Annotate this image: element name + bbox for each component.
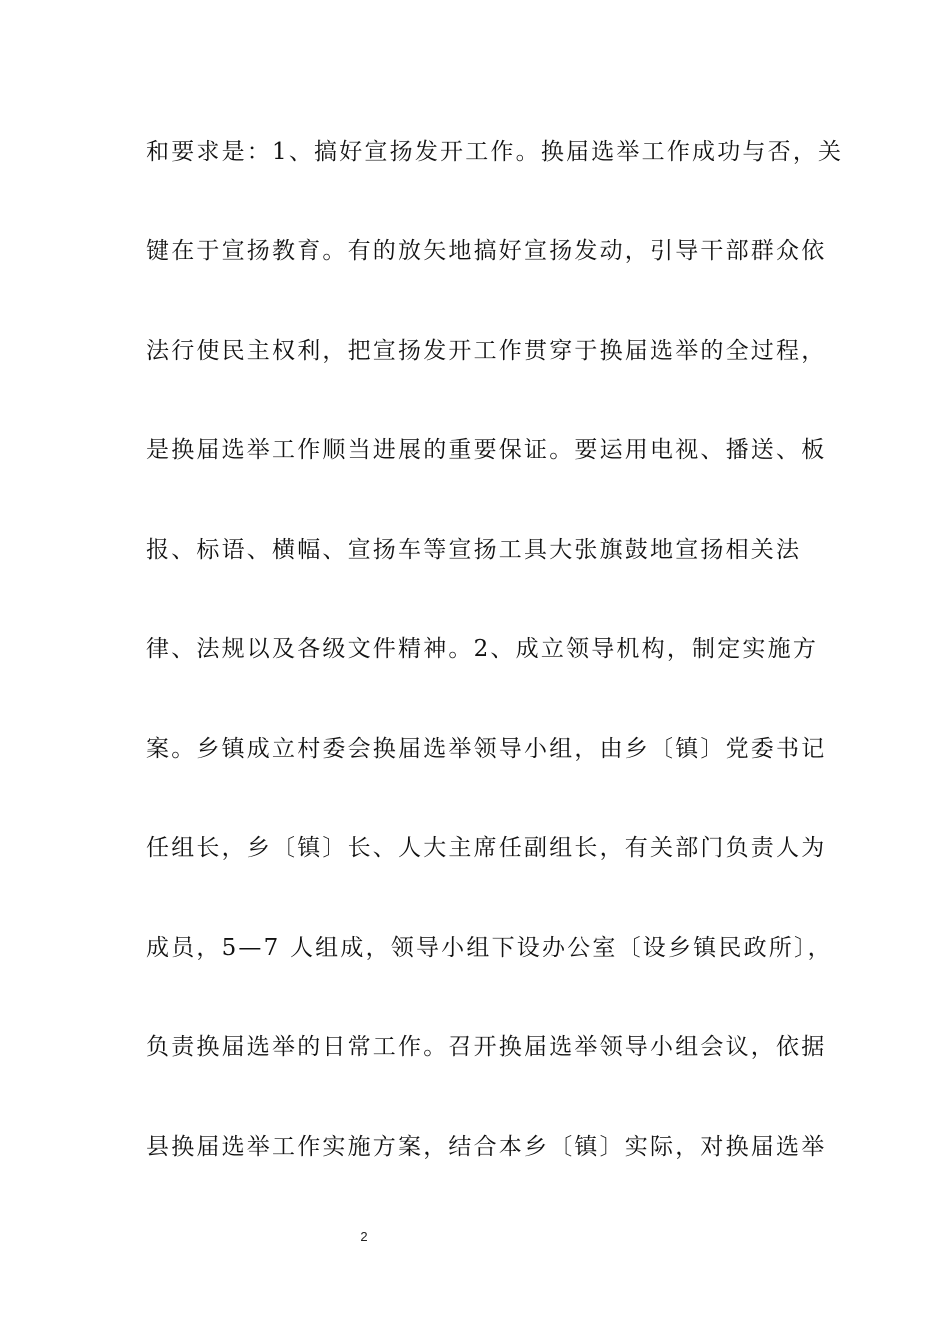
body-text-line: 和要求是：1、搞好宣扬发开工作。换届选举工作成功与否，关 <box>146 139 844 165</box>
body-text-line: 案。乡镇成立村委会换届选举领导小组，由乡〔镇〕党委书记 <box>146 736 827 762</box>
body-text-line: 键在于宣扬教育。有的放矢地搞好宣扬发动，引导干部群众依 <box>146 238 827 264</box>
body-text-line: 县换届选举工作实施方案，结合本乡〔镇〕实际，对换届选举 <box>146 1134 827 1160</box>
body-text-line: 报、标语、横幅、宣扬车等宣扬工具大张旗鼓地宣扬相关法 <box>146 537 802 563</box>
body-text-line: 法行使民主权利，把宣扬发开工作贯穿于换届选举的全过程， <box>146 338 827 364</box>
body-text-line: 负责换届选举的日常工作。召开换届选举领导小组会议，依据 <box>146 1034 827 1060</box>
body-text-line: 是换届选举工作顺当进展的重要保证。要运用电视、播送、板 <box>146 437 827 463</box>
body-text-line: 成员，5—7 人组成，领导小组下设办公室〔设乡镇民政所〕， <box>146 935 833 961</box>
body-text-line: 律、法规以及各级文件精神。2、成立领导机构，制定实施方 <box>146 636 819 662</box>
body-text-line: 任组长，乡〔镇〕长、人大主席任副组长，有关部门负责人为 <box>146 835 827 861</box>
page-number: 2 <box>360 1229 368 1244</box>
